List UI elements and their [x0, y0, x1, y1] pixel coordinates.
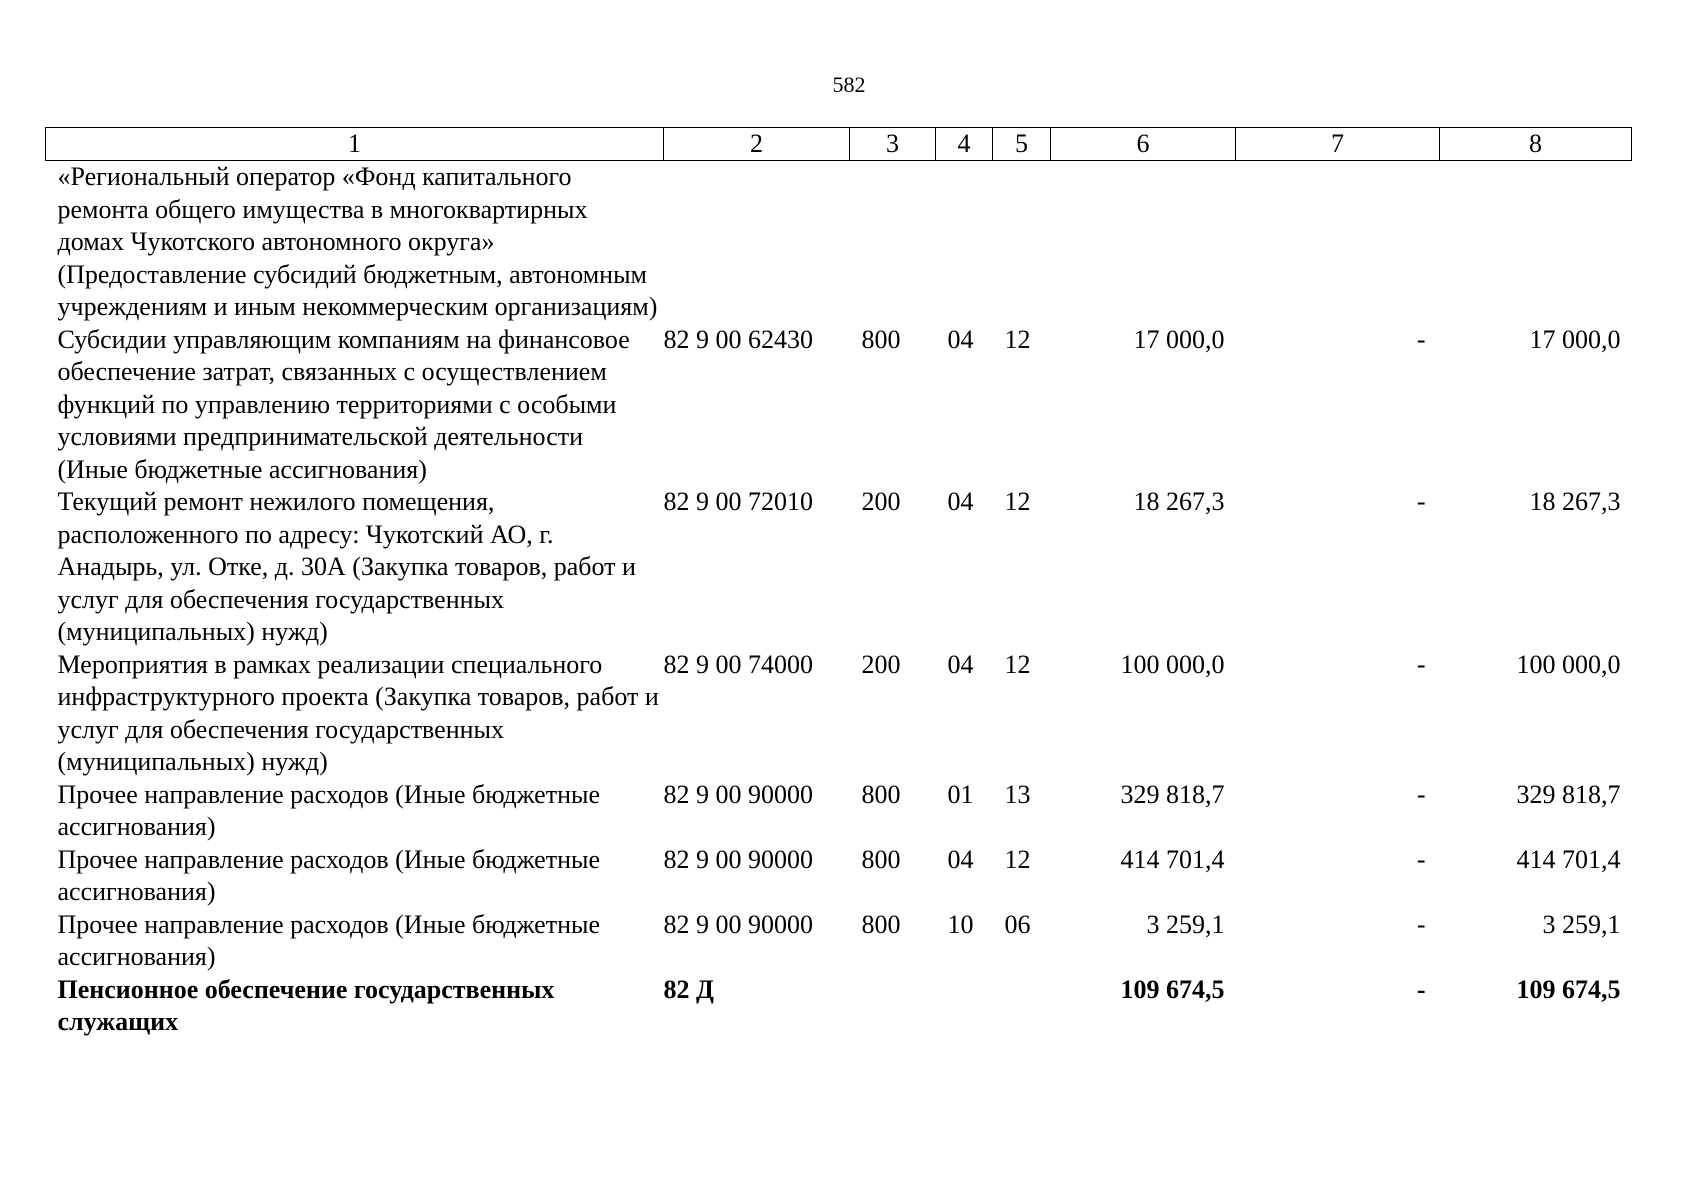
table-row — [46, 649, 1632, 779]
row-target-code: 82 9 00 90000 — [663, 779, 813, 809]
row-value-8: 18 267,3 — [1529, 487, 1621, 516]
row-subsection: 12 — [1004, 649, 1031, 679]
row-name: Субсидии управляющим компаниям на финансовое обеспечение затрат, связанных с осуществлением функций по управлению территориями с особыми условиями предпринимательской деятельности (Иные бюджетные ассигнования) — [57, 324, 630, 484]
table-header — [46, 128, 1632, 161]
row-section: 04 — [947, 324, 974, 354]
row-name: Прочее направление расходов (Иные бюджетные ассигнования) — [57, 844, 601, 906]
table-row — [46, 324, 1632, 487]
row-target-code — [664, 161, 850, 324]
row-value-7 — [1236, 161, 1440, 324]
row-target-code: 82 9 00 74000 — [663, 649, 813, 679]
row-section: 04 — [947, 649, 974, 679]
row-expense-type: 800 — [861, 909, 901, 939]
row-name: Прочее направление расходов (Иные бюджетные ассигнования) — [57, 909, 601, 971]
row-value-6: 414 701,4 — [1120, 844, 1225, 874]
row-name: Прочее направление расходов (Иные бюджетные ассигнования) — [57, 779, 601, 841]
row-subsection: 06 — [1004, 909, 1031, 939]
row-expense-type: 200 — [861, 487, 901, 516]
column-header-7: 7 — [1236, 128, 1440, 161]
row-expense-type: 800 — [861, 324, 901, 354]
row-target-code: 82 9 00 62430 — [663, 324, 813, 354]
budget-table — [45, 127, 1632, 1039]
row-section — [936, 161, 993, 324]
row-section: 01 — [947, 779, 974, 809]
table-row — [46, 844, 1632, 909]
row-name: Текущий ремонт нежилого помещения, расположенного по адресу: Чукотский АО, г. Анадырь, ул. Отке, д. 30А (Закупка товаров, работ и услуг для обеспечения государственных (муниципальных) нужд) — [57, 487, 636, 646]
row-target-code: 82 9 00 72010 — [663, 487, 813, 516]
column-header-1: 1 — [46, 128, 664, 161]
row-value-7: - — [1416, 649, 1426, 679]
row-subsection — [993, 161, 1051, 324]
row-value-8: 3 259,1 — [1542, 909, 1621, 939]
table-row-total — [46, 974, 1632, 1039]
row-value-6: 100 000,0 — [1120, 649, 1225, 679]
row-name: Пенсионное обеспечение государственных служащих — [57, 974, 555, 1036]
table-row — [46, 909, 1632, 974]
row-subsection: 12 — [1004, 844, 1031, 874]
row-expense-type — [850, 161, 936, 324]
row-value-8: 100 000,0 — [1516, 649, 1621, 679]
row-name: «Региональный оператор «Фонд капитального ремонта общего имущества в многоквартирных домах Чукотского автономного округа» (Предоставление субсидий бюджетным, автономным учреждениям и иным некоммерческим организациям) — [57, 162, 658, 321]
column-header-5: 5 — [993, 128, 1051, 161]
column-header-3: 3 — [850, 128, 936, 161]
row-subsection — [993, 974, 1051, 1039]
row-value-7: - — [1416, 324, 1426, 354]
row-target-code: 82 9 00 90000 — [663, 844, 813, 874]
column-header-2: 2 — [664, 128, 850, 161]
column-header-8: 8 — [1440, 128, 1632, 161]
row-name: Мероприятия в рамках реализации специального инфраструктурного проекта (Закупка товаров, работ и услуг для обеспечения государственных (муниципальных) нужд) — [57, 649, 659, 776]
row-value-6: 17 000,0 — [1133, 324, 1225, 354]
row-section: 04 — [947, 487, 974, 516]
header-row — [46, 128, 1632, 161]
row-subsection: 12 — [1004, 324, 1031, 354]
row-section: 10 — [947, 909, 974, 939]
column-header-4: 4 — [936, 128, 993, 161]
table-body — [46, 161, 1632, 1039]
row-value-8: 329 818,7 — [1516, 779, 1621, 809]
row-value-6: 329 818,7 — [1120, 779, 1225, 809]
row-value-6: 3 259,1 — [1146, 909, 1225, 939]
row-value-8 — [1440, 161, 1632, 324]
row-expense-type — [850, 974, 936, 1039]
row-value-6: 18 267,3 — [1133, 487, 1225, 516]
row-section — [936, 974, 993, 1039]
row-value-7: - — [1416, 909, 1426, 939]
row-subsection: 13 — [1004, 779, 1031, 809]
row-expense-type: 200 — [861, 649, 901, 679]
table-row — [46, 161, 1632, 324]
row-value-7: - — [1416, 974, 1426, 1004]
page-number: 582 — [832, 72, 866, 97]
table-row — [46, 486, 1632, 649]
row-section: 04 — [947, 844, 974, 874]
column-header-6: 6 — [1051, 128, 1236, 161]
row-expense-type: 800 — [861, 844, 901, 874]
row-subsection: 12 — [1004, 487, 1031, 516]
row-value-7: - — [1416, 779, 1426, 809]
row-value-8: 17 000,0 — [1529, 324, 1621, 354]
row-value-7: - — [1416, 844, 1426, 874]
row-target-code: 82 Д — [663, 974, 714, 1004]
row-value-8: 414 701,4 — [1516, 844, 1621, 874]
row-value-7: - — [1416, 487, 1426, 516]
table-row — [46, 779, 1632, 844]
row-value-6 — [1051, 161, 1236, 324]
row-target-code: 82 9 00 90000 — [663, 909, 813, 939]
row-value-6: 109 674,5 — [1120, 974, 1225, 1004]
row-value-8: 109 674,5 — [1516, 974, 1621, 1004]
row-expense-type: 800 — [861, 779, 901, 809]
